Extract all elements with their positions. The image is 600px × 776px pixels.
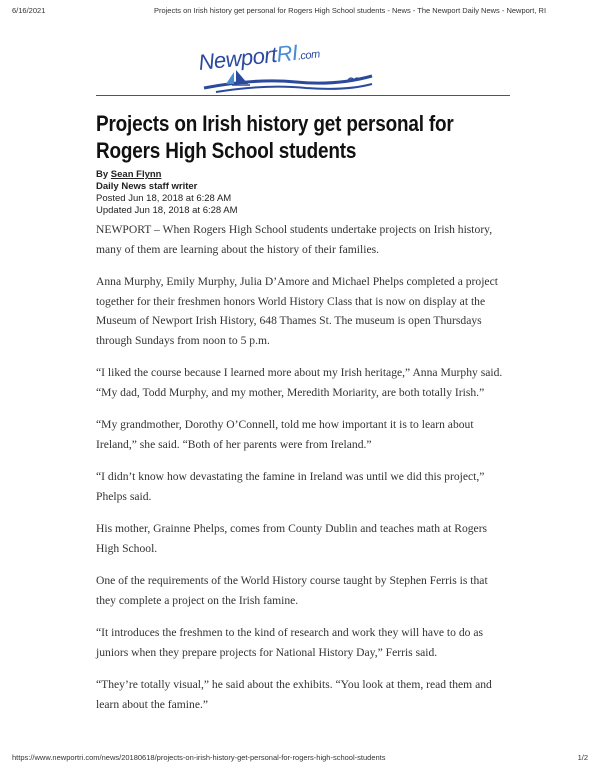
newportri-logo[interactable] <box>196 39 376 94</box>
paragraph: One of the requirements of the World History course taught by Stephen Ferris is that they complete a project on the Irish famine. <box>96 574 488 607</box>
article-meta <box>96 169 510 217</box>
paragraph: His mother, Grainne Phelps, comes from County Dublin and teaches math at Rogers High School. <box>96 522 488 555</box>
author-role: Daily News staff writer <box>96 181 198 192</box>
print-url: https://www.newportri.com/news/20180618/projects-on-irish-history-get-personal-for-rogers-high-school-students <box>12 753 386 762</box>
print-footer <box>12 753 588 762</box>
paragraph: NEWPORT – When Rogers High School students undertake projects on Irish history, many of them are learning about the history of their families. <box>96 223 493 256</box>
print-header <box>12 6 588 15</box>
updated-date: Updated Jun 18, 2018 at 6:28 AM <box>96 205 238 216</box>
article-body <box>96 220 510 714</box>
byline <box>96 169 510 181</box>
posted-date: Posted Jun 18, 2018 at 6:28 AM <box>96 193 232 204</box>
logo-part-ri: RI <box>275 39 299 67</box>
print-page-title: Projects on Irish history get personal for Rogers High School students - News - The Newport Daily News - Newport, RI <box>153 6 547 15</box>
byline-prefix: By <box>96 169 109 180</box>
paragraph: “My grandmother, Dorothy O’Connell, told me how important it is to learn about Ireland,” she said. “Both of her parents were from Ireland.” <box>96 418 474 451</box>
paragraph: “It introduces the freshmen to the kind of research and work they will have to do as juniors when they prepare projects for National History Day,” Ferris said. <box>96 626 483 659</box>
article-headline: Projects on Irish history get personal for Rogers High School students <box>96 111 454 163</box>
author-link[interactable]: Sean Flynn <box>110 169 162 180</box>
paragraph: “I liked the course because I learned more about my Irish heritage,” Anna Murphy said. “My dad, Todd Murphy, and my mother, Meredith Moriarity, are both totally Irish.” <box>96 366 503 399</box>
paragraph: “I didn’t know how devastating the famine in Ireland was until we did this project,” Phelps said. <box>96 470 485 503</box>
paragraph: “They’re totally visual,” he said about the exhibits. “You look at them, read them and learn about the famine.” <box>96 678 492 711</box>
logo-part-newport: Newport <box>197 41 278 76</box>
print-date: 6/16/2021 <box>12 6 46 15</box>
paragraph: Anna Murphy, Emily Murphy, Julia D’Amore and Michael Phelps completed a project together for their freshmen honors World History Class that is now on display at the Museum of Newport Irish History, 648 Thames St. The museum is open Thursdays through Sundays from noon to 5 p.m. <box>96 275 498 347</box>
print-page-number: 1/2 <box>577 753 588 762</box>
logo-part-com: .com <box>297 48 321 63</box>
header-divider <box>96 95 510 96</box>
article <box>96 110 510 727</box>
